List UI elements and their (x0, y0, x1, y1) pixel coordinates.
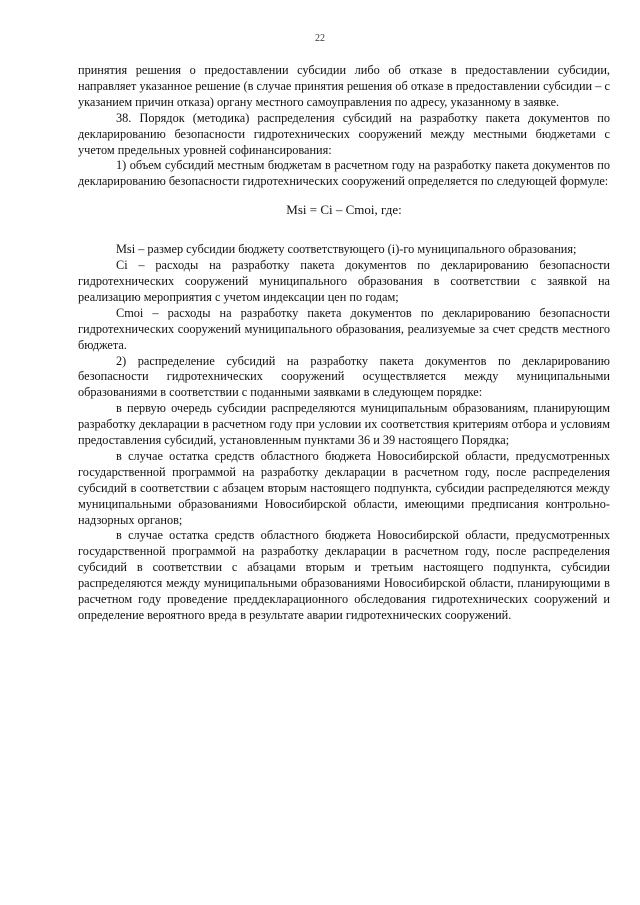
page-number: 22 (315, 33, 325, 44)
paragraph-msi-definition: Msi – размер субсидии бюджету соответствующего (i)-го муниципального образования; (116, 242, 577, 257)
paragraph-subsidy-volume: 1) объем субсидий местным бюджетам в расчетном году на разработку пакета документов по декларированию безопасности гидротехнических сооружений определяется по следующей формуле: (78, 158, 610, 189)
paragraph-decision-continuation: принятия решения о предоставлении субсидии либо об отказе в предоставлении субсидии, направляет указанное решение (в случае принятия решения об отказе в предоставлении субсидии – с указанием причин отказа) органу местного самоуправления по адресу, указанному в заявке. (78, 63, 610, 109)
paragraph-cmoi-definition: Cmoi – расходы на разработку пакета документов по декларированию безопасности гидротехнических сооружений муниципального образования, реализуемые за счет средств местного бюджета. (78, 305, 610, 352)
paragraph-remainder-third: в случае остатка средств областного бюджета Новосибирской области, предусмотренных государственной программой на разработку декларации в расчетном году, после распределения субсидий в соответствии с абзацами вторым и третьим настоящего подпункта, субсидии распределяются между муниципальными образованиями Новосибирской области, планирующими в расчетном году проведение преддекларационного обследования гидротехнических сооружений и определение вероятного вреда в результате аварии гидротехнических сооружений. (78, 528, 610, 622)
paragraph-remainder-second: в случае остатка средств областного бюджета Новосибирской области, предусмотренных государственной программой на разработку декларации в расчетном году, после распределения субсидий в соответствии с абзацем вторым настоящего подпункта, субсидии распределяются между муниципальными образованиями Новосибирской области, имеющими предписания контрольно-надзорных органов; (78, 448, 610, 527)
paragraph-section-38: 38. Порядок (методика) распределения субсидий на разработку пакета документов по декларированию безопасности гидротехнических сооружений между местными бюджетами с учетом предельных уровней софинансирования: (78, 110, 610, 157)
paragraph-distribution: 2) распределение субсидий на разработку пакета документов по декларированию безопасности гидротехнических сооружений осуществляется между муниципальными образованиями в соответствии с поданными заявками в следующем порядке: (78, 353, 610, 400)
document-body (78, 63, 610, 624)
paragraph-ci-definition: Ci – расходы на разработку пакета документов по декларированию безопасности гидротехнических сооружений муниципального образования в соответствии с заявкой на реализацию мероприятия с учетом индексации цен по годам; (78, 258, 610, 304)
subsidy-formula: Msi = Ci – Cmoi, где: (286, 202, 402, 218)
paragraph-first-priority: в первую очередь субсидии распределяются муниципальным образованиям, планирующим разработку декларации в расчетном году при условии их соответствия критериям отбора и условиям предоставления субсидий, установленным пунктами 36 и 39 настоящего Порядка; (78, 401, 610, 448)
